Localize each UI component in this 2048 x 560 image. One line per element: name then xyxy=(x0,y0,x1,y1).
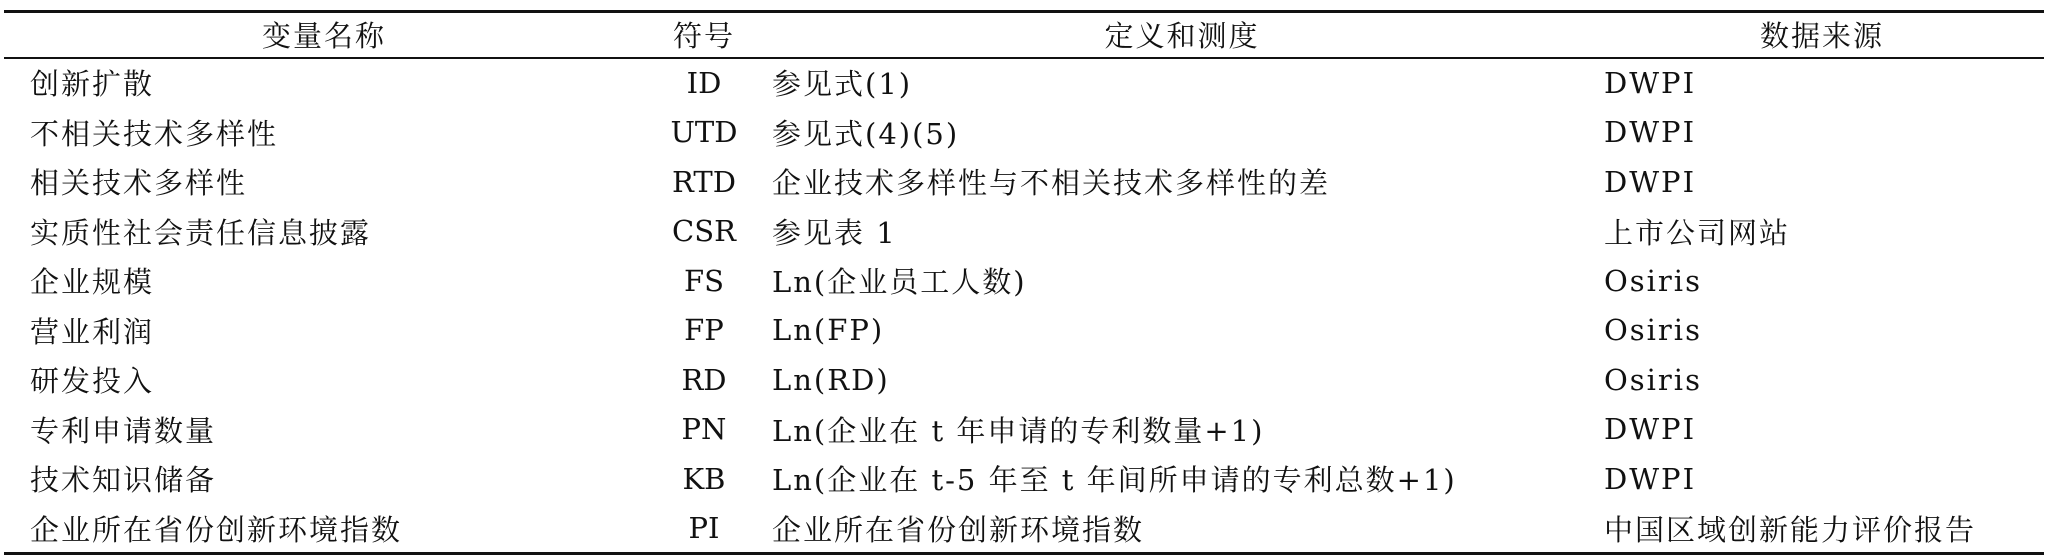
header-variable-name: 变量名称 xyxy=(261,18,386,53)
cell-variable-name: 营业利润 xyxy=(30,314,155,349)
cell-definition: 企业技术多样性与不相关技术多样性的差 xyxy=(772,166,1331,201)
cell-variable-name: 企业规模 xyxy=(30,265,155,300)
cell-definition: 企业所在省份创新环境指数 xyxy=(772,512,1145,547)
variable-table xyxy=(4,10,2044,553)
cell-definition: Ln(企业在 t-5 年至 t 年间所申请的专利总数+1) xyxy=(772,463,1457,498)
header-definition: 定义和测度 xyxy=(1104,18,1260,53)
cell-symbol: PI xyxy=(688,511,720,546)
cell-definition: Ln(RD) xyxy=(772,362,890,397)
table-row xyxy=(4,207,2044,257)
cell-symbol: ID xyxy=(686,65,722,100)
table-row xyxy=(4,355,2044,405)
cell-symbol: UTD xyxy=(670,115,738,150)
cell-source: 中国区域创新能力评价报告 xyxy=(1604,512,1977,547)
cell-source: DWPI xyxy=(1604,461,1697,496)
cell-definition: 参见式(4)(5) xyxy=(772,116,960,151)
cell-symbol: RTD xyxy=(672,164,736,199)
cell-variable-name: 企业所在省份创新环境指数 xyxy=(30,512,403,547)
table-row xyxy=(4,256,2044,306)
cell-variable-name: 不相关技术多样性 xyxy=(30,116,279,151)
cell-variable-name: 实质性社会责任信息披露 xyxy=(30,215,372,250)
cell-source: 上市公司网站 xyxy=(1604,215,1791,250)
cell-definition: Ln(企业在 t 年申请的专利数量+1) xyxy=(772,413,1265,448)
table-row xyxy=(4,454,2044,504)
header-row xyxy=(4,10,2044,58)
cell-symbol: RD xyxy=(681,362,727,397)
cell-source: DWPI xyxy=(1604,65,1697,100)
cell-source: DWPI xyxy=(1604,412,1697,447)
cell-source: Osiris xyxy=(1604,362,1702,397)
header-source: 数据来源 xyxy=(1759,18,1884,53)
cell-symbol: CSR xyxy=(672,214,736,249)
cell-source: DWPI xyxy=(1604,115,1697,150)
table-row xyxy=(4,157,2044,207)
table-row xyxy=(4,405,2044,455)
cell-source: Osiris xyxy=(1604,263,1702,298)
table-row xyxy=(4,504,2044,554)
cell-source: Osiris xyxy=(1604,313,1702,348)
cell-definition: 参见式(1) xyxy=(772,67,913,102)
cell-variable-name: 相关技术多样性 xyxy=(30,166,248,201)
cell-variable-name: 专利申请数量 xyxy=(30,413,217,448)
table-row xyxy=(4,58,2044,108)
cell-variable-name: 研发投入 xyxy=(30,364,155,399)
cell-source: DWPI xyxy=(1604,164,1697,199)
header-symbol: 符号 xyxy=(672,18,735,53)
cell-symbol: FS xyxy=(684,263,724,298)
cell-variable-name: 技术知识储备 xyxy=(30,463,217,498)
cell-variable-name: 创新扩散 xyxy=(30,67,155,102)
table-row xyxy=(4,108,2044,158)
cell-definition: Ln(企业员工人数) xyxy=(772,265,1027,300)
cell-definition: 参见表 1 xyxy=(772,215,897,250)
table-body xyxy=(4,58,2044,553)
table-row xyxy=(4,306,2044,356)
cell-symbol: FP xyxy=(684,313,724,348)
cell-symbol: KB xyxy=(682,461,726,496)
cell-definition: Ln(FP) xyxy=(772,313,885,348)
cell-symbol: PN xyxy=(681,412,727,447)
